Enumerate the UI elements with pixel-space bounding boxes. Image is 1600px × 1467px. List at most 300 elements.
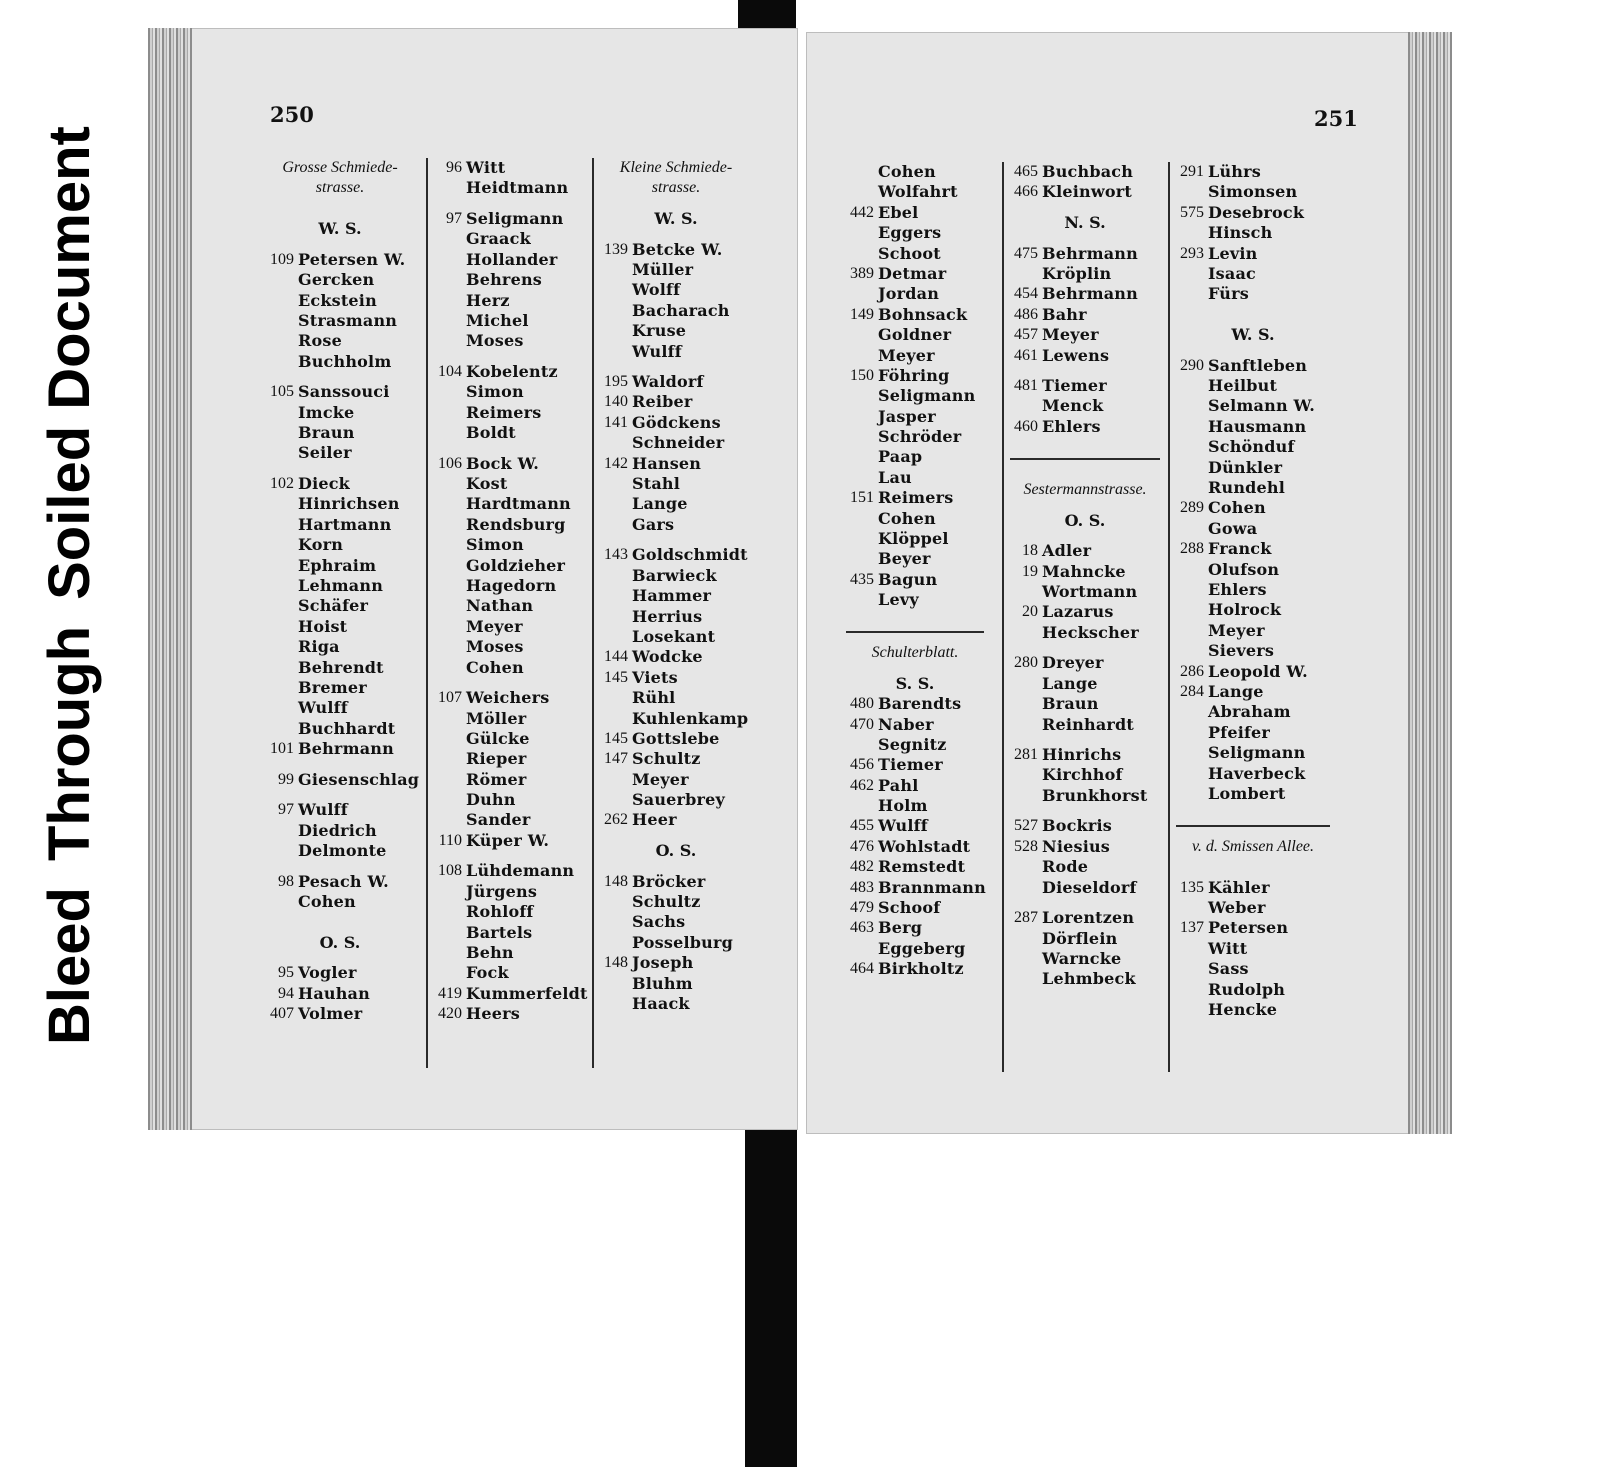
directory-entry bbox=[1170, 878, 1336, 898]
resident-name: Kost bbox=[466, 474, 508, 494]
resident-name: Hartmann bbox=[298, 514, 392, 534]
resident-name: Kirchhof bbox=[1042, 765, 1123, 785]
resident-name: Michel bbox=[466, 310, 529, 330]
directory-entry bbox=[1004, 653, 1166, 673]
house-number: 461 bbox=[1014, 346, 1038, 364]
resident-name: Petersen bbox=[1208, 918, 1289, 938]
resident-name: Behrmann bbox=[1042, 284, 1138, 304]
resident-name: Heilbut bbox=[1208, 376, 1278, 396]
directory-entry bbox=[840, 468, 990, 488]
directory-entry bbox=[1170, 478, 1336, 498]
resident-name: Hinrichs bbox=[1042, 745, 1122, 765]
directory-entry bbox=[1170, 682, 1336, 702]
spacer bbox=[840, 633, 990, 643]
resident-name: Rode bbox=[1042, 857, 1089, 877]
resident-name: Adler bbox=[1042, 541, 1092, 561]
directory-entry bbox=[840, 816, 990, 836]
directory-entry bbox=[840, 837, 990, 857]
resident-name: Brannmann bbox=[878, 877, 986, 897]
directory-entry bbox=[260, 963, 420, 983]
directory-entry bbox=[428, 709, 588, 729]
resident-name: Gars bbox=[632, 514, 675, 534]
directory-entry bbox=[260, 494, 420, 514]
directory-entry bbox=[840, 735, 990, 755]
house-number: 97 bbox=[278, 801, 294, 819]
spacer bbox=[1170, 804, 1336, 824]
resident-name: Pfeifer bbox=[1208, 722, 1271, 742]
spacer bbox=[1004, 898, 1166, 908]
directory-entry bbox=[1170, 458, 1336, 478]
left-page-edge bbox=[148, 28, 192, 1130]
directory-entry bbox=[1170, 723, 1336, 743]
resident-name: Cohen bbox=[466, 657, 524, 677]
directory-entry bbox=[1004, 582, 1166, 602]
resident-name: Imcke bbox=[298, 402, 355, 422]
house-number: 95 bbox=[278, 964, 294, 982]
house-number: 464 bbox=[850, 960, 874, 978]
spacer bbox=[260, 372, 420, 382]
directory-entry bbox=[1170, 939, 1336, 959]
house-number: 106 bbox=[438, 454, 462, 472]
right-page-number: 251 bbox=[1314, 106, 1358, 131]
resident-name: Schröder bbox=[878, 427, 962, 447]
directory-entry bbox=[840, 959, 990, 979]
resident-name: Lazarus bbox=[1042, 602, 1114, 622]
directory-entry bbox=[840, 878, 990, 898]
directory-entry bbox=[428, 494, 588, 514]
resident-name: Möller bbox=[466, 708, 527, 728]
house-number: 465 bbox=[1014, 163, 1038, 180]
directory-entry bbox=[840, 529, 990, 549]
house-number: 293 bbox=[1180, 244, 1204, 262]
directory-entry bbox=[594, 790, 758, 810]
directory-entry bbox=[1004, 623, 1166, 643]
directory-entry bbox=[260, 698, 420, 718]
resident-name: Reiber bbox=[632, 392, 693, 412]
directory-entry bbox=[1170, 203, 1336, 223]
house-number: 389 bbox=[850, 264, 874, 282]
directory-entry bbox=[260, 250, 420, 270]
house-number: 280 bbox=[1014, 654, 1038, 672]
directory-entry bbox=[840, 284, 990, 304]
resident-name: Dieck bbox=[298, 474, 350, 494]
directory-entry bbox=[1170, 162, 1336, 182]
stamp-word-bleed: Bleed bbox=[37, 887, 102, 1045]
resident-name: Ebel bbox=[878, 202, 919, 222]
directory-entry bbox=[1170, 662, 1336, 682]
house-number: 150 bbox=[850, 366, 874, 384]
spacer bbox=[1004, 203, 1166, 213]
resident-name: Klöppel bbox=[878, 529, 949, 549]
directory-entry bbox=[260, 719, 420, 739]
house-number: 97 bbox=[446, 209, 462, 227]
resident-name: Sievers bbox=[1208, 641, 1275, 661]
right-column-1 bbox=[840, 162, 990, 980]
resident-name: Bremer bbox=[298, 677, 367, 697]
directory-entry bbox=[428, 331, 588, 351]
directory-entry bbox=[594, 892, 758, 912]
spacer bbox=[1170, 827, 1336, 837]
resident-name: Jasper bbox=[878, 406, 936, 426]
directory-entry bbox=[260, 291, 420, 311]
directory-entry bbox=[428, 688, 588, 708]
resident-name: Wulff bbox=[632, 341, 682, 361]
house-number: 575 bbox=[1180, 203, 1204, 221]
directory-entry bbox=[1004, 765, 1166, 785]
street-side-label: O. S. bbox=[1064, 510, 1106, 530]
spacer bbox=[260, 760, 420, 770]
directory-entry bbox=[428, 861, 588, 881]
directory-entry bbox=[594, 974, 758, 994]
directory-entry bbox=[260, 1004, 420, 1024]
directory-entry bbox=[1004, 929, 1166, 949]
section-rule bbox=[1010, 458, 1160, 460]
directory-entry bbox=[594, 607, 758, 627]
house-number: 102 bbox=[270, 475, 294, 493]
resident-name: Rohloff bbox=[466, 902, 534, 922]
directory-entry bbox=[428, 963, 588, 983]
house-number: 479 bbox=[850, 899, 874, 917]
directory-entry bbox=[260, 423, 420, 443]
directory-entry bbox=[428, 943, 588, 963]
resident-name: Vogler bbox=[298, 963, 357, 983]
house-number: 195 bbox=[604, 373, 628, 391]
stamp-word-soiled: Soiled Document bbox=[37, 126, 102, 600]
directory-entry bbox=[840, 694, 990, 714]
resident-name: Goldner bbox=[878, 325, 952, 345]
resident-name: Holm bbox=[878, 796, 928, 816]
directory-entry bbox=[1004, 745, 1166, 765]
resident-name: Lange bbox=[1042, 673, 1098, 693]
house-number: 147 bbox=[604, 750, 628, 768]
resident-name: Abraham bbox=[1208, 702, 1291, 722]
resident-name: Lehmann bbox=[298, 576, 384, 595]
directory-entry bbox=[260, 576, 420, 596]
resident-name: Beyer bbox=[878, 549, 931, 569]
directory-entry bbox=[1170, 784, 1336, 804]
directory-entry bbox=[260, 617, 420, 637]
directory-entry bbox=[428, 1004, 588, 1024]
directory-entry bbox=[260, 270, 420, 290]
directory-entry bbox=[840, 898, 990, 918]
resident-name: Simonsen bbox=[1208, 182, 1298, 202]
directory-entry bbox=[594, 872, 758, 892]
directory-entry bbox=[1170, 417, 1336, 437]
directory-entry bbox=[594, 810, 758, 830]
resident-name: Behrens bbox=[466, 270, 542, 290]
resident-name: Meyer bbox=[878, 345, 935, 365]
directory-entry bbox=[260, 535, 420, 555]
resident-name: Wulff bbox=[298, 698, 348, 718]
resident-name: Schönduf bbox=[1208, 437, 1295, 457]
directory-entry bbox=[1170, 641, 1336, 661]
resident-name: Dörflein bbox=[1042, 928, 1118, 948]
house-number: 143 bbox=[604, 546, 628, 564]
resident-name: Moses bbox=[466, 331, 524, 351]
directory-entry bbox=[594, 688, 758, 708]
left-column-3 bbox=[594, 158, 758, 1014]
resident-name: Lange bbox=[632, 494, 688, 514]
directory-entry bbox=[840, 776, 990, 796]
directory-entry bbox=[428, 474, 588, 494]
resident-name: Herrius bbox=[632, 606, 703, 626]
directory-entry bbox=[594, 240, 758, 260]
resident-name: Ehlers bbox=[1042, 416, 1101, 436]
resident-name: Sanftleben bbox=[1208, 355, 1308, 375]
directory-entry bbox=[1004, 244, 1166, 264]
resident-name: Delmonte bbox=[298, 841, 387, 861]
resident-name: Hausmann bbox=[1208, 416, 1307, 436]
directory-entry bbox=[1004, 562, 1166, 582]
spacer bbox=[1004, 643, 1166, 653]
resident-name: Schneider bbox=[632, 433, 725, 453]
resident-name: Detmar bbox=[878, 263, 947, 283]
house-number: 481 bbox=[1014, 377, 1038, 395]
resident-name: Wohlstadt bbox=[878, 836, 971, 856]
directory-entry bbox=[840, 203, 990, 223]
resident-name: Desebrock bbox=[1208, 202, 1305, 222]
resident-name: Gercken bbox=[298, 270, 375, 290]
directory-entry bbox=[1170, 396, 1336, 416]
directory-entry bbox=[428, 362, 588, 382]
resident-name: Kähler bbox=[1208, 877, 1270, 897]
resident-name: Heidtmann bbox=[466, 178, 569, 198]
directory-entry bbox=[428, 209, 588, 229]
house-number: 99 bbox=[278, 770, 294, 788]
resident-name: Behrendt bbox=[298, 657, 384, 677]
resident-name: Losekant bbox=[632, 626, 716, 646]
resident-name: Bagun bbox=[878, 569, 938, 589]
resident-name: Hansen bbox=[632, 453, 702, 473]
right-page-edge bbox=[1408, 32, 1452, 1134]
resident-name: Remstedt bbox=[878, 857, 966, 877]
directory-entry bbox=[428, 250, 588, 270]
resident-name: Wolfahrt bbox=[878, 182, 958, 202]
directory-entry bbox=[840, 509, 990, 529]
directory-entry bbox=[428, 382, 588, 402]
directory-entry bbox=[428, 658, 588, 678]
resident-name: Levy bbox=[878, 590, 919, 610]
resident-name: Bohnsack bbox=[878, 304, 968, 324]
directory-entry bbox=[1170, 376, 1336, 396]
resident-name: Niesius bbox=[1042, 836, 1111, 856]
directory-entry bbox=[428, 311, 588, 331]
resident-name: Tiemer bbox=[878, 755, 943, 775]
resident-name: Haverbeck bbox=[1208, 763, 1306, 783]
directory-entry bbox=[428, 178, 588, 198]
resident-name: Lange bbox=[1208, 681, 1264, 701]
resident-name: Mahncke bbox=[1042, 561, 1126, 581]
directory-entry bbox=[594, 749, 758, 769]
street-side-label: W. S. bbox=[318, 219, 362, 239]
resident-name: Schultz bbox=[632, 892, 701, 912]
resident-name: Simon bbox=[466, 382, 524, 402]
spacer bbox=[1004, 735, 1166, 745]
resident-name: Tiemer bbox=[1042, 376, 1107, 396]
directory-entry bbox=[260, 821, 420, 841]
resident-name: Seiler bbox=[298, 443, 352, 463]
resident-name: Buchhardt bbox=[298, 718, 396, 738]
directory-entry bbox=[1004, 602, 1166, 622]
section-rule bbox=[1176, 825, 1330, 827]
resident-name: Eggeberg bbox=[878, 938, 966, 958]
resident-name: Braun bbox=[1042, 694, 1099, 714]
resident-name: Fock bbox=[466, 963, 509, 983]
street-heading: Sestermannstrasse. bbox=[1023, 481, 1147, 499]
directory-entry bbox=[1004, 417, 1166, 437]
house-number: 476 bbox=[850, 837, 874, 855]
directory-entry bbox=[1004, 949, 1166, 969]
resident-name: Seligmann bbox=[1208, 743, 1306, 763]
directory-entry bbox=[1004, 182, 1166, 202]
directory-entry bbox=[1170, 498, 1336, 518]
directory-entry bbox=[428, 403, 588, 423]
resident-name: Strasmann bbox=[298, 310, 398, 330]
directory-entry bbox=[260, 678, 420, 698]
resident-name: Warncke bbox=[1042, 948, 1122, 968]
directory-entry bbox=[840, 549, 990, 569]
resident-name: Bacharach bbox=[632, 300, 730, 320]
resident-name: Graack bbox=[466, 229, 531, 249]
directory-entry bbox=[260, 382, 420, 402]
directory-entry bbox=[1004, 284, 1166, 304]
resident-name: Lorentzen bbox=[1042, 908, 1135, 928]
house-number: 460 bbox=[1014, 417, 1038, 435]
directory-entry bbox=[594, 729, 758, 749]
directory-entry bbox=[840, 366, 990, 386]
directory-entry bbox=[260, 474, 420, 494]
directory-entry bbox=[840, 857, 990, 877]
house-number: 486 bbox=[1014, 305, 1038, 323]
resident-name: Dreyer bbox=[1042, 653, 1104, 673]
spacer bbox=[260, 464, 420, 474]
directory-entry bbox=[594, 933, 758, 953]
directory-entry bbox=[428, 770, 588, 790]
directory-entry bbox=[428, 515, 588, 535]
street-side-label: W. S. bbox=[654, 208, 698, 228]
resident-name: Hauhan bbox=[298, 983, 370, 1003]
resident-name: Lehmbeck bbox=[1042, 969, 1136, 989]
resident-name: Seligmann bbox=[878, 386, 976, 406]
directory-entry bbox=[594, 647, 758, 667]
house-number: 96 bbox=[446, 159, 462, 176]
spacer bbox=[840, 664, 990, 674]
house-number: 137 bbox=[1180, 919, 1204, 937]
house-number: 290 bbox=[1180, 356, 1204, 374]
spacer bbox=[1004, 500, 1166, 510]
resident-name: Eckstein bbox=[298, 290, 377, 310]
house-number: 139 bbox=[604, 240, 628, 258]
section-rule bbox=[846, 631, 984, 633]
directory-entry bbox=[840, 918, 990, 938]
directory-entry bbox=[840, 590, 990, 610]
resident-name: Riga bbox=[298, 637, 340, 657]
resident-name: Wodcke bbox=[632, 647, 703, 667]
house-number: 262 bbox=[604, 811, 628, 829]
directory-entry bbox=[1004, 376, 1166, 396]
directory-entry bbox=[1170, 519, 1336, 539]
resident-name: Barendts bbox=[878, 694, 962, 714]
resident-name: Heckscher bbox=[1042, 622, 1139, 642]
directory-entry bbox=[840, 427, 990, 447]
resident-name: Korn bbox=[298, 535, 344, 555]
directory-entry bbox=[428, 423, 588, 443]
directory-entry bbox=[1004, 162, 1166, 182]
directory-entry bbox=[840, 264, 990, 284]
directory-entry bbox=[1004, 541, 1166, 561]
house-number: 455 bbox=[850, 817, 874, 835]
resident-name: Goldschmidt bbox=[632, 545, 748, 565]
resident-name: Sass bbox=[1208, 959, 1249, 979]
resident-name: Rundehl bbox=[1208, 478, 1286, 498]
resident-name: Meyer bbox=[1042, 325, 1099, 345]
directory-entry bbox=[428, 637, 588, 657]
directory-entry bbox=[428, 617, 588, 637]
resident-name: Hoist bbox=[298, 616, 348, 636]
directory-entry bbox=[594, 260, 758, 280]
resident-name: Kuhlenkamp bbox=[632, 708, 749, 728]
directory-entry bbox=[594, 392, 758, 412]
spacer bbox=[594, 229, 758, 239]
directory-entry bbox=[428, 923, 588, 943]
spacer bbox=[428, 851, 588, 861]
directory-entry bbox=[260, 739, 420, 759]
resident-name: Hencke bbox=[1208, 1000, 1278, 1019]
resident-name: Brunkhorst bbox=[1042, 785, 1148, 805]
resident-name: Buchbach bbox=[1042, 162, 1134, 181]
resident-name: Kobelentz bbox=[466, 361, 558, 381]
house-number: 18 bbox=[1022, 542, 1038, 560]
left-column-1 bbox=[260, 158, 420, 1025]
directory-entry bbox=[260, 556, 420, 576]
directory-entry bbox=[1170, 539, 1336, 559]
resident-name: Wortmann bbox=[1042, 581, 1138, 601]
directory-entry bbox=[1170, 1000, 1336, 1020]
directory-entry bbox=[594, 494, 758, 514]
resident-name: Weichers bbox=[466, 688, 550, 708]
house-number: 141 bbox=[604, 413, 628, 431]
resident-name: Pesach W. bbox=[298, 871, 389, 891]
directory-entry bbox=[840, 386, 990, 406]
resident-name: Behrmann bbox=[298, 739, 394, 759]
directory-entry bbox=[260, 596, 420, 616]
resident-name: Leopold W. bbox=[1208, 661, 1308, 681]
resident-name: Paap bbox=[878, 447, 923, 467]
resident-name: Stahl bbox=[632, 474, 681, 494]
directory-entry bbox=[428, 270, 588, 290]
directory-entry bbox=[594, 709, 758, 729]
house-number: 108 bbox=[438, 862, 462, 880]
left-page bbox=[148, 28, 798, 1130]
directory-entry bbox=[260, 800, 420, 820]
directory-entry bbox=[594, 586, 758, 606]
directory-entry bbox=[840, 346, 990, 366]
directory-entry bbox=[1170, 621, 1336, 641]
directory-entry bbox=[1170, 702, 1336, 722]
directory-entry bbox=[1004, 969, 1166, 989]
spacer bbox=[428, 443, 588, 453]
directory-entry bbox=[1170, 580, 1336, 600]
house-number: 420 bbox=[438, 1005, 462, 1023]
resident-name: Bock W. bbox=[466, 453, 540, 473]
directory-entry bbox=[1004, 264, 1166, 284]
directory-entry bbox=[1004, 674, 1166, 694]
spacer bbox=[260, 240, 420, 250]
spacer bbox=[1170, 857, 1336, 877]
directory-entry bbox=[1004, 857, 1166, 877]
resident-name: Selmann W. bbox=[1208, 396, 1315, 416]
directory-entry bbox=[840, 796, 990, 816]
